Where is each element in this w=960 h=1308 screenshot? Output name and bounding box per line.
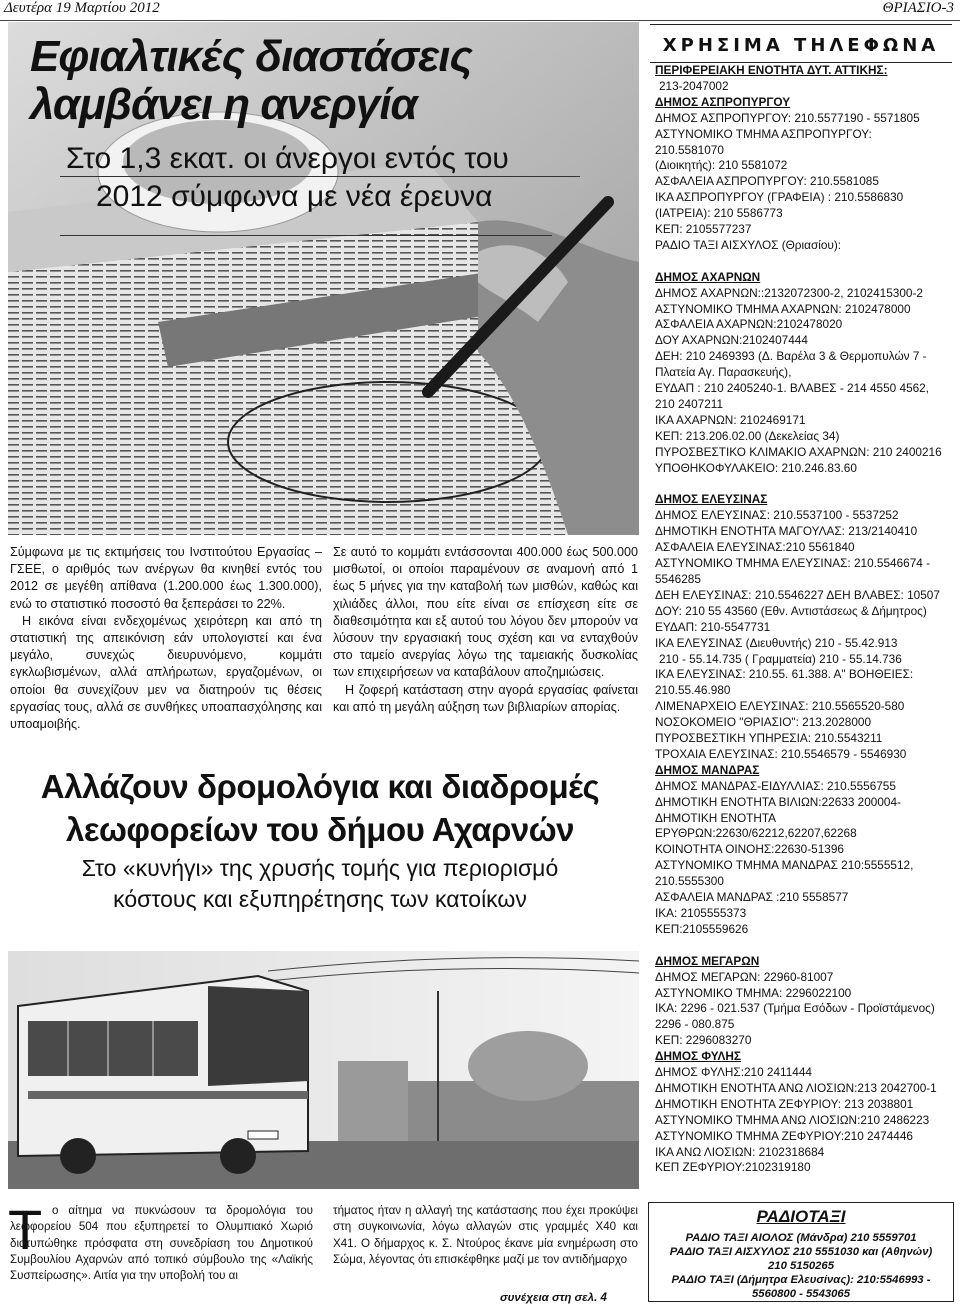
article2-subtitle-line2: κόστους και εξυπηρέτησης των κατοίκων: [113, 886, 527, 912]
phones-entry: ΔΟΥ ΑΧΑΡΝΩΝ:2102407444: [655, 333, 808, 348]
phones-entry: ΠΥΡΟΣΒΕΣΤΙΚΗ ΥΠΗΡΕΣΙΑ: 210.5543211: [655, 731, 883, 746]
article1-subtitle-line2: 2012 σύμφωνα με νέα έρευνα: [96, 180, 493, 213]
phones-section-heading: ΔΗΜΟΣ ΦΥΛΗΣ: [655, 1049, 741, 1064]
subtitle-rule-bottom: [60, 235, 552, 236]
article2-title-line1: Αλλάζουν δρομολόγια και διαδρομές: [40, 768, 600, 805]
article1-col2-paragraph2: Η ζοφερή κατάσταση στην αγορά εργασίας φαίνεται και από τη μεγάλη αύξηση των βιβλιαρίων απορίας.: [333, 682, 638, 714]
phones-entry: 210.5581070: [655, 142, 724, 157]
phones-entry: [655, 254, 955, 270]
phones-entry: ΑΣΤΥΝΟΜΙΚΟ ΤΜΗΜΑ ΕΛΕΥΣΙΝΑΣ: 210.5546674 -: [655, 556, 931, 571]
phones-entry: ΔΗΜΟΣ ΑΧΑΡΝΩΝ::2132072300-2, 2102415300-2: [655, 285, 923, 300]
radiotaxi-line1: ΡΑΔΙΟ ΤΑΞΙ ΑΙΟΛΟΣ (Μάνδρα) 210 5559701: [685, 1232, 917, 1244]
phones-entry: ΕΥΔΑΠ: 210-5547731: [655, 619, 771, 634]
phones-entry: ΚΕΠ ΖΕΦΥΡΙΟΥ:2102319180: [655, 1160, 811, 1175]
bus-illustration: [8, 951, 639, 1189]
phones-entry: ΔΗΜΟΣ ΕΛΕΥΣΙΝΑΣ: 210.5537100 - 5537252: [655, 508, 899, 523]
phones-entry: ΙΚΑ: 2296 - 021.537 (Τμήμα Εσόδων - Προϊστάμενος): [655, 1001, 935, 1016]
phones-entry: ΑΣΤΥΝΟΜΙΚΟ ΤΜΗΜΑ: 2296022100: [655, 985, 852, 1000]
phones-section-heading: ΔΗΜΟΣ ΜΕΓΑΡΩΝ: [655, 953, 760, 968]
phones-entry: 213-2047002: [659, 78, 729, 93]
phones-entry: ΕΡΥΘΡΩΝ:22630/62212,62207,62268: [655, 826, 857, 841]
radiotaxi-line4: ΡΑΔΙΟ ΤΑΞΙ (Δήμητρα Ελευσίνας): 210:5546993 -: [671, 1274, 931, 1286]
article1-col1-paragraph1: Σύμφωνα με τις εκτιμήσεις του Ινστιτούτου Εργασίας – ΓΣΕΕ, ο αριθμός των ανέργων θα κινηθεί εντός του 2012 σε μεγέθη απίθανα (1.200.000 έως 1.300.000), ενώ το στατιστικό ποσοστό θα ξεπεράσει το 22%.: [10, 545, 322, 611]
phones-entry: ΑΣΦΑΛΕΙΑ ΕΛΕΥΣΙΝΑΣ:210 5561840: [655, 540, 855, 555]
phones-section-heading: ΠΕΡΙΦΕΡΕΙΑΚΗ ΕΝΟΤΗΤΑ ΔΥΤ. ΑΤΤΙΚΗΣ:: [655, 63, 888, 77]
article1-col1: [10, 544, 322, 733]
phones-entry: ΑΣΦΑΛΕΙΑ ΑΣΠΡΟΠΥΡΓΟΥ: 210.5581085: [655, 174, 879, 189]
phones-entry: Πλατεία Αγ. Παρασκευής),: [655, 365, 792, 380]
phones-entry: 210.5555300: [655, 874, 724, 889]
phones-rule-top: [650, 24, 952, 25]
phones-entry: ΔΗΜΟΣ ΦΥΛΗΣ:210 2411444: [655, 1065, 812, 1080]
phones-entry: [655, 477, 955, 493]
radiotaxi-line3: 210 5150265: [768, 1260, 834, 1272]
phones-section-heading: ΔΗΜΟΣ ΜΑΝΔΡΑΣ: [655, 762, 760, 777]
phones-entry: ΕΥΔΑΠ : 210 2405240-1. ΒΛΑΒΕΣ - 214 4550 4562,: [655, 381, 930, 396]
phones-entry: ΔΗΜΟΣ ΑΣΠΡΟΠΥΡΓΟΥ: 210.5577190 - 5571805: [655, 110, 920, 125]
phones-entry: [655, 938, 955, 954]
phones-entry: ΑΣΤΥΝΟΜΙΚΟ ΤΜΗΜΑ ΑΣΠΡΟΠΥΡΓΟΥ:: [655, 126, 872, 141]
phones-entry: ΔΗΜΟΤΙΚΗ ΕΝΟΤΗΤΑ ΒΙΛΙΩΝ:22633 200004-: [655, 794, 901, 809]
article1-col2-paragraph1: Σε αυτό το κομμάτι εντάσσονται 400.000 έως 500.000 μισθωτοί, οι οποίοι παραμένουν σε αναμονή από 1 έως 5 μήνες για την καταβολή των μισθών, καθώς και χιλιάδες άλλοι, που είτε είναι σε επίσχεση είτε σε διαθεσιμότητα και εξ αυτού του λόγου δεν μπορούν να λύσουν την εργασιακή τους σχέση και να ενταχθούν στο ταμείο ανεργίας λόγω της ταμειακής δυσκολίας των επιχειρήσεων να καταβάλουν αποζημιώσεις.: [333, 545, 638, 680]
phones-entry: ΝΟΣΟΚΟΜΕΙΟ "ΘΡΙΑΣΙΟ": 213.2028000: [655, 715, 872, 730]
radiotaxi-box: [648, 1202, 954, 1302]
phones-entry: ΚΕΠ: 2105577237: [655, 222, 752, 237]
phones-entry: 2296 - 080.875: [655, 1017, 735, 1032]
phones-entry: ΔΗΜΟΤΙΚΗ ΕΝΟΤΗΤΑ: [655, 810, 777, 825]
phones-entry: ΚΟΙΝΟΤΗΤΑ ΟΙΝΟΗΣ:22630-51396: [655, 842, 844, 857]
phones-entry: ΡΑΔΙΟ ΤΑΞΙ ΑΙΣΧΥΛΟΣ (Θριασίου):: [655, 237, 842, 252]
phones-entry: ΑΣΦΑΛΕΙΑ ΑΧΑΡΝΩΝ:2102478020: [655, 317, 843, 332]
article2-subtitle-line1: Στο «κυνήγι» της χρυσής τομής για περιορισμό: [81, 855, 559, 881]
article1-subtitle-line1: Στο 1,3 εκατ. οι άνεργοι εντός του: [66, 142, 509, 175]
phones-entry: (ΙΑΤΡΕΙΑ): 210 5586773: [655, 206, 783, 221]
phones-title: ΧΡΗΣΙΜΑ ΤΗΛΕΦΩΝΑ: [662, 35, 940, 56]
phones-entry: ΙΚΑ ΑΝΩ ΛΙΟΣΙΩΝ: 2102318684: [655, 1144, 825, 1159]
phones-section-heading: ΔΗΜΟΣ ΑΣΠΡΟΠΥΡΓΟΥ: [655, 94, 791, 109]
phones-entry: ΑΣΤΥΝΟΜΙΚΟ ΤΜΗΜΑ ΑΧΑΡΝΩΝ: 2102478000: [655, 301, 911, 316]
phones-entry: 210.55.46.980: [655, 683, 731, 698]
phones-entry: ΔΕΗ ΕΛΕΥΣΙΝΑΣ: 210.5546227 ΔΕΗ ΒΛΑΒΕΣ: 10507: [655, 587, 940, 602]
radiotaxi-line5: 5560800 - 5543065: [752, 1288, 850, 1300]
phones-entry: 210 - 55.14.735 ( Γραμματεία) 210 - 55.14.736: [659, 651, 902, 666]
phones-entry: ΙΚΑ ΕΛΕΥΣΙΝΑΣ: 210.55. 61.388. Α" ΒΟΗΘΕΙΕΣ:: [655, 667, 914, 682]
article1-title-line2: λαμβάνει η ανεργία: [30, 80, 417, 129]
phones-entry: ΤΡΟΧΑΙΑ ΕΛΕΥΣΙΝΑΣ: 210.5546579 - 5546930: [655, 746, 907, 761]
phones-entry: ΚΕΠ: 213.206.02.00 (Δεκελείας 34): [655, 428, 840, 443]
phones-entry: ΙΚΑ ΕΛΕΥΣΙΝΑΣ (Διευθυντής) 210 - 55.42.913: [655, 635, 898, 650]
phones-entry: ΙΚΑ ΑΧΑΡΝΩΝ: 2102469171: [655, 412, 806, 427]
phones-entry: ΚΕΠ: 2296083270: [655, 1033, 752, 1048]
phones-entry: ΔΗΜΟΣ ΜΕΓΑΡΩΝ: 22960-81007: [655, 969, 834, 984]
phones-entry: ΔΟΥ: 210 55 43560 (Εθν. Αντιστάσεως & Δήμητρος): [655, 603, 927, 618]
subtitle-rule-top: [60, 176, 580, 177]
page-number: ΘΡΙΑΣΙΟ-3: [882, 0, 954, 16]
phones-entry: ΔΗΜΟΤΙΚΗ ΕΝΟΤΗΤΑ ΜΑΓΟΥΛΑΣ: 213/2140410: [655, 524, 918, 539]
phones-entry: ΥΠΟΘΗΚΟΦΥΛΑΚΕΙΟ: 210.246.83.60: [655, 460, 857, 475]
continued-link[interactable]: συνέχεια στη σελ. 4: [500, 1292, 607, 1304]
phones-entry: (Διοικητής): 210 5581072: [655, 158, 788, 173]
header-rule: [0, 20, 960, 21]
phones-entry: ΑΣΦΑΛΕΙΑ ΜΑΝΔΡΑΣ :210 5558577: [655, 890, 849, 905]
issue-date: Δευτέρα 19 Μαρτίου 2012: [4, 0, 160, 16]
phones-entry: ΚΕΠ:2105559626: [655, 921, 749, 936]
phones-entry: ΠΥΡΟΣΒΕΣΤΙΚΟ ΚΛΙΜΑΚΙΟ ΑΧΑΡΝΩΝ: 210 2400216: [655, 444, 942, 459]
phones-entry: ΑΣΤΥΝΟΜΙΚΟ ΤΜΗΜΑ ΖΕΦΥΡΙΟΥ:210 2474446: [655, 1128, 913, 1143]
article2-dropcap: Τ: [8, 1198, 43, 1261]
phones-entry: ΛΙΜΕΝΑΡΧΕΙΟ ΕΛΕΥΣΙΝΑΣ: 210.5565520-580: [655, 699, 905, 714]
phones-entry: ΑΣΤΥΝΟΜΙΚΟ ΤΜΗΜΑ ΑΝΩ ΛΙΟΣΙΩΝ:210 2486223: [655, 1112, 930, 1127]
radiotaxi-title: ΡΑΔΙΟΤΑΞΙ: [756, 1207, 846, 1226]
phones-entry: ΙΚΑ ΑΣΠΡΟΠΥΡΓΟΥ (ΓΡΑΦΕΙΑ) : 210.5586830: [655, 190, 904, 205]
phones-entry: ΔΗΜΟΣ ΜΑΝΔΡΑΣ-ΕΙΔΥΛΛΙΑΣ: 210.5556755: [655, 778, 896, 793]
phones-list: [655, 63, 955, 1176]
article2-col2: τήματος ήταν η αλλαγή της κατάστασης που έχει προκύψει στη συγκοινωνία, λόγω αλλαγών στις γραμμές Χ40 και Χ41. Ο δήμαρχος κ. Σ. Ντούρος έκανε μία ενημέρωση στο Σώμα, λέγοντας ότι επισκέφθηκε μαζί με τον αντιδήμαρχο: [333, 1204, 638, 1266]
phones-entry: ΔΕΗ: 210 2469393 (Δ. Βαρέλα 3 & Θερμοπυλών 7 -: [655, 349, 927, 364]
phones-section-heading: ΔΗΜΟΣ ΕΛΕΥΣΙΝΑΣ: [655, 492, 768, 507]
phones-entry: 210 2407211: [655, 397, 724, 412]
phones-entry: ΙΚΑ: 2105555373: [655, 906, 747, 920]
phones-entry: ΔΗΜΟΤΙΚΗ ΕΝΟΤΗΤΑ ΑΝΩ ΛΙΟΣΙΩΝ:213 2042700-1: [655, 1080, 937, 1095]
article1-title-line1: Εφιαλτικές διαστάσεις: [30, 32, 472, 81]
phones-section-heading: ΔΗΜΟΣ ΑΧΑΡΝΩΝ: [655, 269, 761, 284]
phones-entry: 5546285: [655, 571, 701, 586]
article1-col2: [333, 544, 638, 716]
phones-entry: ΑΣΤΥΝΟΜΙΚΟ ΤΜΗΜΑ ΜΑΝΔΡΑΣ 210:5555512,: [655, 858, 914, 873]
phones-entry: ΔΗΜΟΤΙΚΗ ΕΝΟΤΗΤΑ ΖΕΦΥΡΙΟΥ: 213 2038801: [655, 1096, 914, 1111]
bus-photo: [8, 951, 639, 1189]
article2-title-line2: λεωφορείων του δήμου Αχαρνών: [65, 811, 574, 848]
radiotaxi-line2: ΡΑΔΙΟ ΤΑΞΙ ΑΙΣΧΥΛΟΣ 210 5551030 και (Αθηνών): [669, 1246, 933, 1258]
article1-col1-paragraph2: Η εικόνα είναι ενδεχομένως χειρότερη και από τη στατιστική της απεικόνιση εάν υπολογιστεί και ένα μεγάλο, συνεχώς διευρυνόμενο, κομμάτι εγκλωβισμένων, αλλά απλήρωτων, εργαζομένων, οι οποίοι θα συνεχίζουν μεν να διατηρούν τις θέσεις εργασίας τους, αλλά σε συνθήκες υποαπασχόλησης και υποαμοιβής.: [10, 613, 322, 732]
article2-col1: ο αίτημα να πυκνώσουν τα δρομολόγια του λεωφορείου 504 που εξυπηρετεί το Ολυμπιακό Χωριό διατυπώθηκε πρόσφατα στη συνεδρίαση του Δημοτικού Συμβουλίου Αχαρνών από τοπικό σύμβουλο της «Λαϊκής Συσπείρωσης». Αιτία για την υποβολή του αι: [10, 1204, 313, 1283]
